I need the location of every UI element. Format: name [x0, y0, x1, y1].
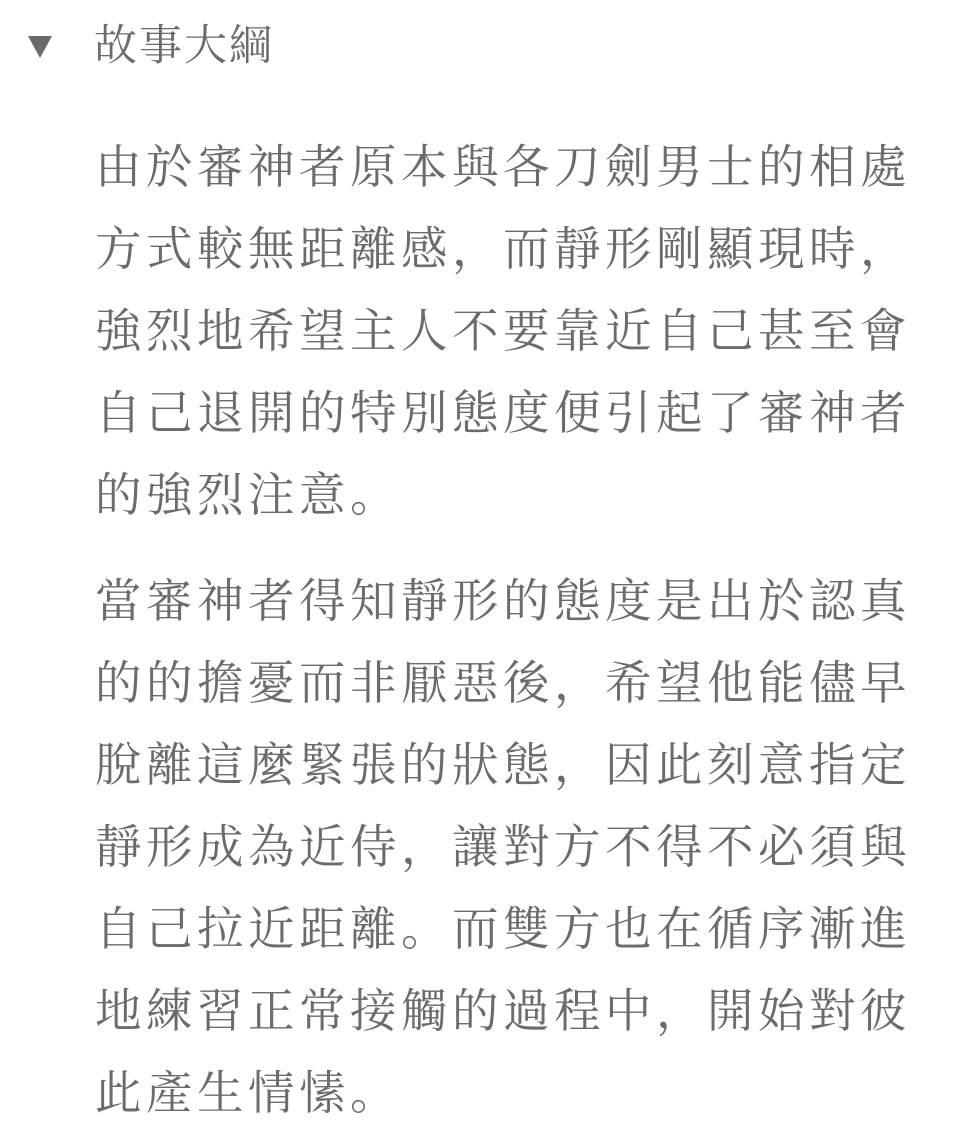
summary-toggle[interactable] — [28, 16, 274, 76]
summary-paragraph-2: 當審神者得知靜形的態度是出於認真的的擔憂而非厭惡後，希望他能儘早脫離這麼緊張的狀態，因此刻意指定靜形成為近侍，讓對方不得不必須與自己拉近距離。而雙方也在循序漸進地練習正常接觸的過程中，開始對彼此產生情愫。 — [95, 574, 911, 1120]
summary-content — [95, 126, 925, 1134]
summary-title[interactable]: 故事大綱 — [94, 21, 274, 71]
summary-paragraph-1: 由於審神者原本與各刀劍男士的相處方式較無距離感，而靜形剛顯現時，強烈地希望主人不要靠近自己甚至會自己退開的特別態度便引起了審神者的強烈注意。 — [95, 140, 911, 522]
triangle-down-icon[interactable] — [28, 36, 52, 58]
